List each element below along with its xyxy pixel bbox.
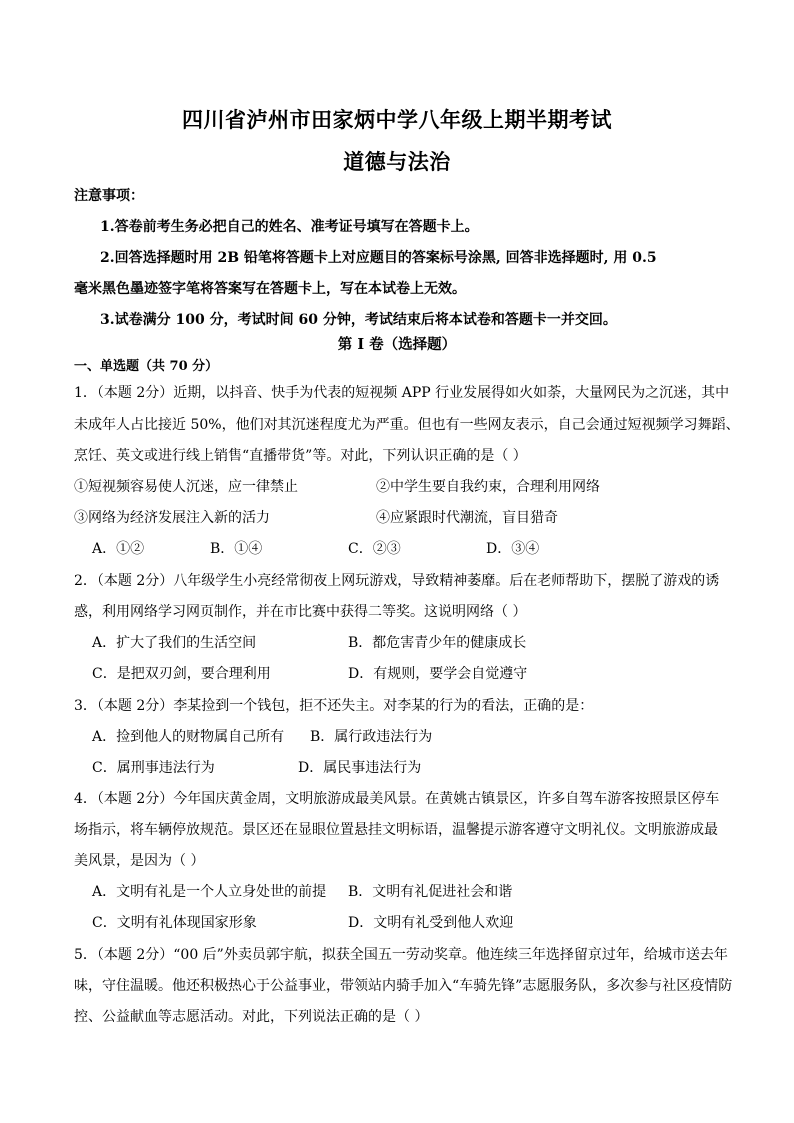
q2-option-c: C．是把双刃剑，要合理利用 bbox=[92, 666, 271, 682]
q2-line-2: 惑，利用网络学习网页制作，并在市比赛中获得二等奖。这说明网络（ ） bbox=[74, 604, 527, 620]
q4-line-2: 场指示，将车辆停放规范。景区还在显眼位置悬挂文明标语，温馨提示游客遵守文明礼仪。文明旅游成最 bbox=[74, 822, 718, 838]
q1-statement-4: ④应紧跟时代潮流，盲目猎奇 bbox=[376, 510, 558, 526]
q1-line-1: 1．（本题 2分）近期，以抖音、快手为代表的短视频 APP 行业发展得如火如荼，大量网民为之沉迷，其中 bbox=[74, 385, 730, 401]
q1-option-c: C．②③ bbox=[348, 541, 401, 557]
q4-option-c: C．文明有礼体现国家形象 bbox=[92, 915, 257, 931]
q2-option-a: A．扩大了我们的生活空间 bbox=[92, 635, 257, 651]
notice-item-3: 3.试卷满分 100 分，考试时间 60 分钟，考试结束后将本试卷和答题卡一并交回。 bbox=[100, 312, 617, 328]
q3-option-c: C．属刑事违法行为 bbox=[92, 760, 215, 776]
notice-heading: 注意事项： bbox=[74, 188, 144, 204]
q2-option-b: B．都危害青少年的健康成长 bbox=[348, 635, 527, 651]
notice-item-2-line-1: 2.回答选择题时用 2B 铅笔将答题卡上对应题目的答案标号涂黑, 回答非选择题时, 用 0.5 bbox=[100, 250, 657, 266]
q1-statement-3: ③网络为经济发展注入新的活力 bbox=[74, 510, 270, 526]
q1-statement-1: ①短视频容易使人沉迷，应一律禁止 bbox=[74, 479, 298, 495]
q1-option-a: A．①② bbox=[92, 541, 145, 557]
q5-line-1: 5．（本题 2分）“00 后”外卖员郭宇航，拟获全国五一劳动奖章。他连续三年选择留京过年，给城市送去年 bbox=[74, 947, 728, 963]
q4-option-d: D．文明有礼受到他人欢迎 bbox=[348, 915, 514, 931]
q5-line-3: 控、公益献血等志愿活动。对此，下列说法正确的是（ ） bbox=[74, 1009, 429, 1025]
q4-line-1: 4．（本题 2分）今年国庆黄金周，文明旅游成最美风景。在黄姚古镇景区，许多自驾车游客按照景区停车 bbox=[74, 791, 720, 807]
q4-line-3: 美风景，是因为（ ） bbox=[74, 853, 205, 869]
q5-line-2: 味，守住温暖。他还积极热心于公益事业，带领站内骑手加入“车骑先锋”志愿服务队，多次参与社区疫情防 bbox=[74, 978, 733, 994]
q1-line-3: 烹饪、英文或进行线上销售“直播带货”等。对此，下列认识正确的是（ ） bbox=[74, 448, 527, 464]
q1-line-2: 未成年人占比接近 50%，他们对其沉迷程度尤为严重。但也有一些网友表示，自己会通过短视频学习舞蹈、 bbox=[74, 417, 740, 433]
notice-item-2-line-2: 毫米黑色墨迹签字笔将答案写在答题卡上，写在本试卷上无效。 bbox=[74, 281, 466, 297]
volume-heading: 第 I 卷（选择题） bbox=[337, 336, 457, 353]
exam-title: 四川省泸州市田家炳中学八年级上期半期考试 bbox=[182, 107, 612, 132]
notice-item-1: 1.答卷前考生务必把自己的姓名、准考证号填写在答题卡上。 bbox=[100, 219, 479, 235]
q4-option-b: B．文明有礼促进社会和谐 bbox=[348, 884, 513, 900]
q3-option-a: A．捡到他人的财物属自己所有 bbox=[92, 729, 285, 745]
q3-option-d: D．属民事违法行为 bbox=[298, 760, 422, 776]
q1-statement-2: ②中学生要自我约束，合理利用网络 bbox=[376, 479, 600, 495]
q3-line-1: 3．（本题 2分）李某捡到一个钱包，拒不还失主。对李某的行为的看法，正确的是： bbox=[74, 698, 594, 714]
q2-line-1: 2．（本题 2分）八年级学生小亮经常彻夜上网玩游戏，导致精神萎靡。后在老师帮助下，摆脱了游戏的诱 bbox=[74, 573, 720, 589]
q3-option-b: B．属行政违法行为 bbox=[310, 729, 433, 745]
q2-option-d: D．有规则，要学会自觉遵守 bbox=[348, 666, 528, 682]
exam-subject: 道德与法治 bbox=[343, 149, 451, 174]
part-heading: 一、单选题（共 70 分） bbox=[74, 359, 219, 374]
q1-option-d: D．③④ bbox=[486, 541, 540, 557]
q4-option-a: A．文明有礼是一个人立身处世的前提 bbox=[92, 884, 327, 900]
q1-option-b: B．①④ bbox=[210, 541, 263, 557]
